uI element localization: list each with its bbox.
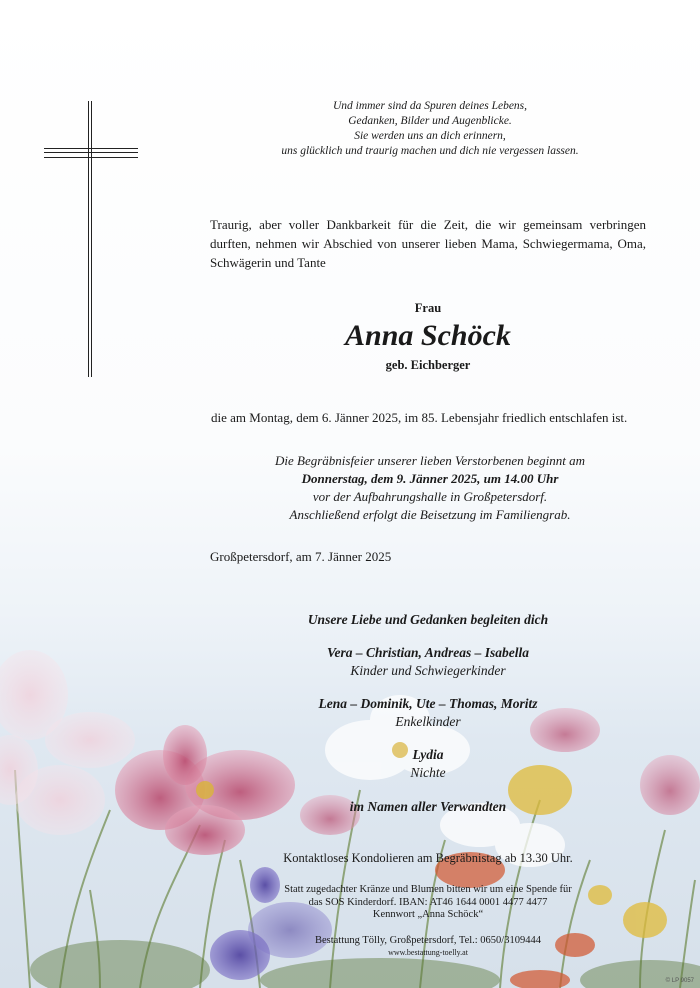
mourner-group (210, 695, 646, 731)
salutation: Frau (414, 301, 442, 315)
mourners-heading: Unsere Liebe und Gedanken begleiten dich (307, 612, 549, 627)
undertaker-website: www.bestattung-toelly.at (388, 948, 468, 957)
mourner-names: Lydia (412, 747, 444, 762)
memorial-poem (230, 99, 630, 159)
mourner-relation: Enkelkinder (395, 714, 461, 729)
condolence-notice: Kontaktloses Kondolieren am Begräbnistag ab 13.30 Uhr. (283, 851, 573, 865)
donation-line: das SOS Kinderdorf. IBAN: AT46 1644 0001 4477 4477 (308, 896, 548, 908)
poem-line: uns glücklich und traurig machen und dich nie vergessen lassen. (281, 145, 579, 157)
donation-line: Statt zugedachter Kränze und Blumen bitten wir um eine Spende für (284, 884, 572, 895)
mourner-group (210, 644, 646, 680)
place-date: Großpetersdorf, am 7. Jänner 2025 (210, 549, 392, 564)
donation-line: Kennwort „Anna Schöck“ (372, 909, 484, 920)
funeral-line: vor der Aufbahrungshalle in Großpetersdorf. (312, 489, 548, 504)
deceased-name: Anna Schöck (345, 319, 511, 352)
funeral-details (210, 452, 650, 524)
death-notice: die am Montag, dem 6. Jänner 2025, im 85. Lebensjahr friedlich entschlafen ist. (211, 410, 628, 425)
donation-notice (210, 884, 646, 922)
mourner-group (210, 746, 646, 782)
mourners-closing: im Namen aller Verwandten (349, 799, 507, 814)
funeral-line: Anschließend erfolgt die Beisetzung im Familiengrab. (289, 507, 571, 522)
mourners-section (210, 611, 646, 815)
cross-icon (44, 101, 138, 377)
intro-text: Traurig, aber voller Dankbarkeit für die Zeit, die wir gemeinsam verbringen durften, nehmen wir Abschied von unserer lieben Mama, Schwiegermama, Oma, Schwägerin und Tante (210, 217, 646, 270)
mourner-names: Lena – Dominik, Ute – Thomas, Moritz (318, 696, 538, 711)
print-code: © LP 9057 (665, 978, 694, 984)
poem-line: Sie werden uns an dich erinnern, (354, 130, 506, 142)
poem-line: Gedanken, Bilder und Augenblicke. (348, 115, 512, 127)
funeral-date: Donnerstag, dem 9. Jänner 2025, um 14.00 Uhr (301, 471, 559, 486)
poem-line: Und immer sind da Spuren deines Lebens, (332, 100, 528, 112)
undertaker-contact: Bestattung Tölly, Großpetersdorf, Tel.: 0650/3109444 (315, 935, 541, 946)
mourner-names: Vera – Christian, Andreas – Isabella (326, 645, 530, 660)
mourner-relation: Nichte (410, 765, 446, 780)
birth-name: geb. Eichberger (385, 358, 471, 372)
undertaker-info (210, 935, 646, 959)
funeral-line: Die Begräbnisfeier unserer lieben Verstorbenen beginnt am (274, 453, 585, 468)
mourner-relation: Kinder und Schwiegerkinder (350, 663, 506, 678)
